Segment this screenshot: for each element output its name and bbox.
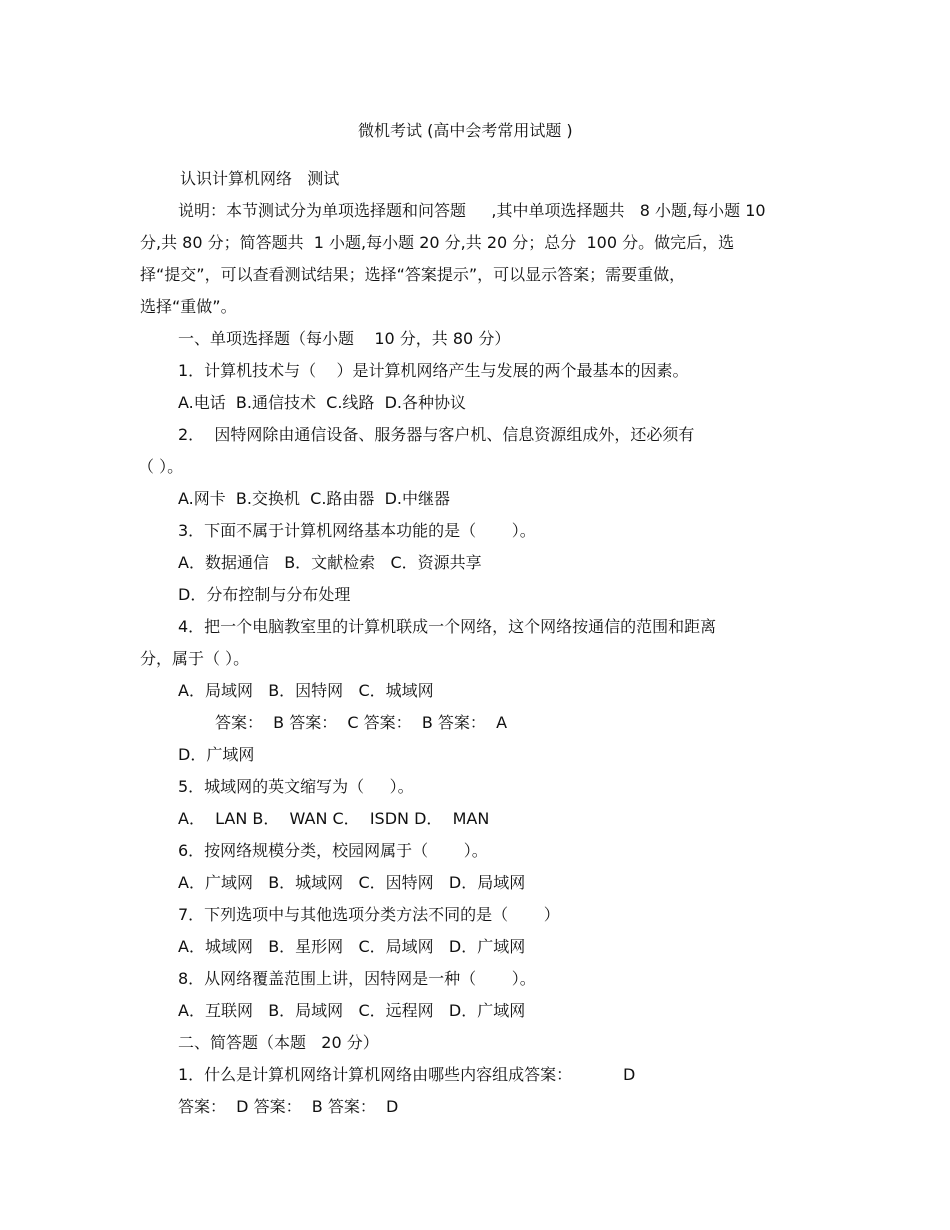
- instructions-line-2: 分,共 80 分；简答题共 1 小题,每小题 20 分,共 20 分；总分 100 分。做完后，选: [140, 233, 735, 252]
- short-question-1: 1．什么是计算机网络计算机网络由哪些内容组成答案： D: [178, 1065, 636, 1084]
- question-8-options: A．互联网 B．局域网 C．远程网 D．广域网: [178, 1001, 526, 1020]
- answers-line-1: 答案： B 答案： C 答案： B 答案： A: [215, 713, 508, 732]
- part2-heading: 二、简答题（本题 20 分）: [178, 1033, 379, 1052]
- answers-line-2: 答案： D 答案： B 答案： D: [178, 1097, 399, 1116]
- question-4-line-1: 4．把一个电脑教室里的计算机联成一个网络，这个网络按通信的范围和距离: [178, 617, 717, 636]
- question-3-options-2: D．分布控制与分布处理: [178, 585, 351, 604]
- instructions-line-4: 选择“重做”。: [140, 297, 237, 316]
- question-4-line-2: 分，属于（ ）。: [140, 649, 250, 668]
- document-title: 微机考试 (高中会考常用试题 ): [358, 121, 573, 140]
- question-3: 3．下面不属于计算机网络基本功能的是（ ）。: [178, 521, 536, 540]
- question-4-option-d: D．广域网: [178, 745, 255, 764]
- question-4-options: A．局域网 B．因特网 C．城域网: [178, 681, 434, 700]
- question-5: 5．城域网的英文缩写为（ ）。: [178, 777, 414, 796]
- question-2-options: A.网卡 B.交换机 C.路由器 D.中继器: [178, 489, 450, 508]
- question-1-options: A.电话 B.通信技术 C.线路 D.各种协议: [178, 393, 466, 412]
- question-7: 7．下列选项中与其他选项分类方法不同的是（ ）: [178, 905, 560, 924]
- question-6-options: A．广域网 B．城域网 C．因特网 D．局域网: [178, 873, 526, 892]
- question-3-options-1: A．数据通信 B．文献检索 C．资源共享: [178, 553, 482, 572]
- question-2-line-1: 2． 因特网除由通信设备、服务器与客户机、信息资源组成外，还必须有: [178, 425, 695, 444]
- question-5-options: A． LAN B． WAN C． ISDN D． MAN: [178, 809, 490, 828]
- question-1: 1．计算机技术与（ ）是计算机网络产生与发展的两个最基本的因素。: [178, 361, 689, 380]
- question-8: 8．从网络覆盖范围上讲，因特网是一种（ ）。: [178, 969, 536, 988]
- section-title: 认识计算机网络 测试: [180, 169, 340, 188]
- part1-heading: 一、单项选择题（每小题 10 分，共 80 分）: [178, 329, 511, 348]
- instructions-line-3: 择“提交”，可以查看测试结果；选择“答案提示”，可以显示答案；需要重做，: [140, 265, 686, 284]
- question-6: 6．按网络规模分类，校园网属于（ ）。: [178, 841, 488, 860]
- question-2-line-2: （ ）。: [138, 457, 184, 476]
- question-7-options: A．城域网 B．星形网 C．局域网 D．广域网: [178, 937, 526, 956]
- instructions-line-1: 说明：本节测试分为单项选择题和问答题 ,其中单项选择题共 8 小题,每小题 10: [178, 201, 766, 220]
